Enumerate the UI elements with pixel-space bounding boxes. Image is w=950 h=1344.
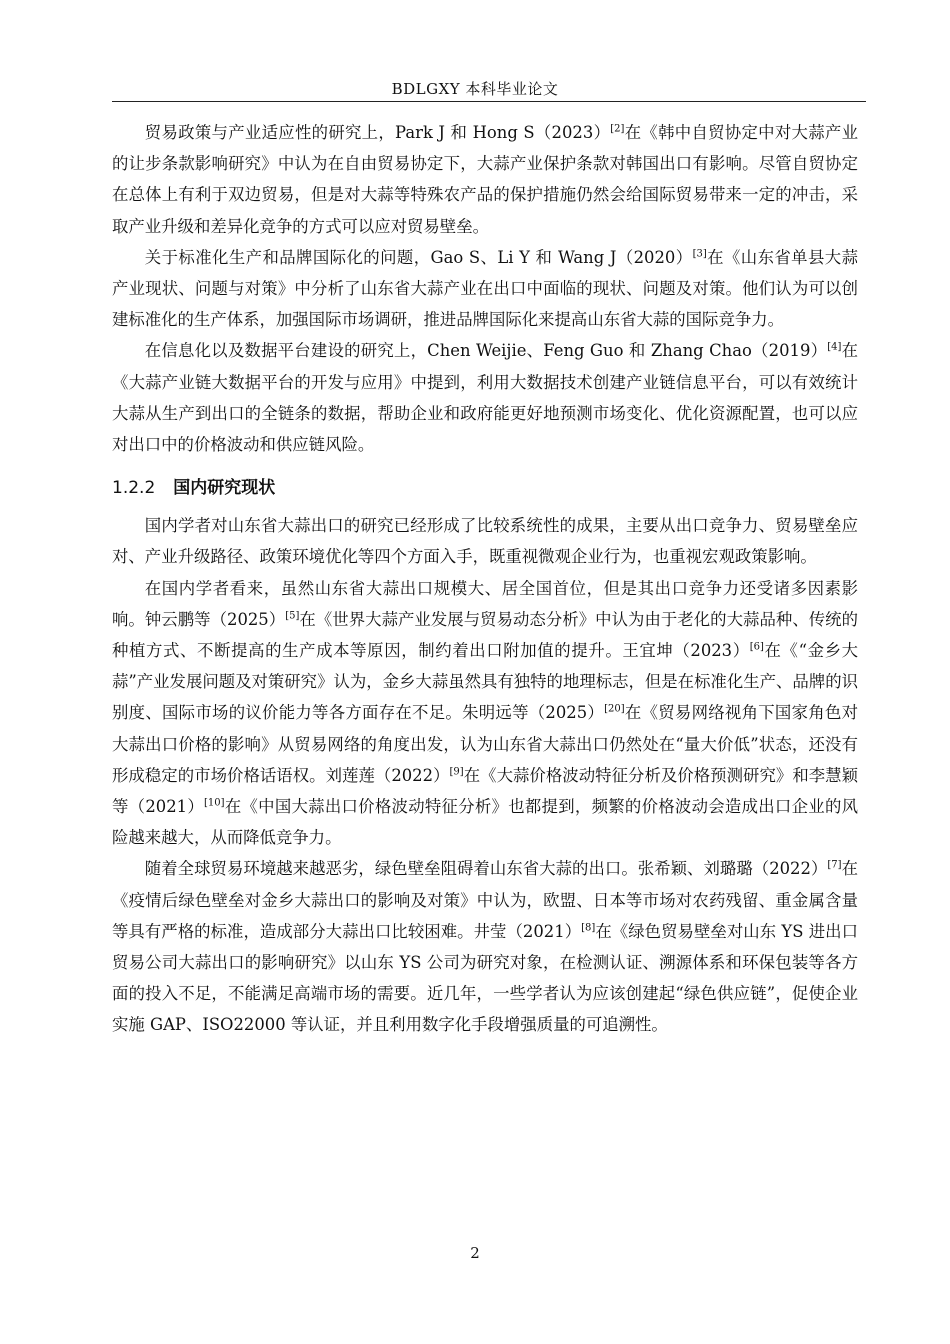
paragraph-text: 随着全球贸易环境越来越恶劣，绿色壁垒阻碍着山东省大蒜的出口。张希颖、刘璐璐（2022） <box>144 859 828 879</box>
citation-ref: [6] <box>749 641 764 653</box>
paragraph-text: 国内学者对山东省大蒜出口的研究已经形成了比较系统性的成果，主要从出口竞争力、贸易壁垒应对、产业升级路径、政策环境优化等四个方面入手，既重视微观企业行为，也重视宏观政策影响。 <box>112 516 858 567</box>
citation-ref: [9] <box>449 766 464 778</box>
body-paragraph <box>112 335 858 460</box>
page-number: 2 <box>470 1244 480 1262</box>
body-paragraph <box>112 117 858 242</box>
body-paragraphs-top <box>112 117 858 460</box>
paragraph-text: 在《世界大蒜产业发展与贸易动态分析》中认为由于老化的大蒜品种、传统的种植方式、不断提高的生产成本等原因，制约着出口附加值的提升。王宜坤（2023） <box>112 609 859 661</box>
paragraph-text: 在《“金乡大蒜”产业发展问题及对策研究》认为，金乡大蒜虽然具有独特的地理标志，但是在标准化生产、品牌的识别度、国际市场的议价能力等各方面存在不足。朱明远等（2025） <box>112 641 858 723</box>
citation-ref: [10] <box>204 797 225 809</box>
citation-ref: [7] <box>827 860 842 871</box>
paragraph-text: 在《绿色贸易壁垒对山东 YS 进出口贸易公司大蒜出口的影响研究》以山东 YS 公司为研究对象，在检测认证、溯源体系和环保包装等各方面的投入不足，不能满足高端市场的需要。近几年，一些学者认为应该创建起“绿色供应链”，促使企业实施 GAP、ISO22000 等认证，并且利用数字化手段增强质量的可追溯性。 <box>112 921 858 1035</box>
body-paragraphs-bottom <box>112 510 858 1040</box>
page-body <box>112 117 858 1041</box>
paragraph-text: 在《中国大蒜出口价格波动特征分析》也都提到，频繁的价格波动会造成出口企业的风险越来越大，从而降低竞争力。 <box>112 797 859 848</box>
paragraph-text: 在《山东省单县大蒜产业现状、问题与对策》中分析了山东省大蒜产业在出口中面临的现状、问题及对策。他们认为可以创建标准化的生产体系，加强国际市场调研，推进品牌国际化来提高山东省大蒜的国际竞争力。 <box>112 247 858 330</box>
paragraph-text: 关于标准化生产和品牌国际化的问题，Gao S、Li Y 和 Wang J（2020） <box>144 247 693 267</box>
body-paragraph <box>112 853 858 1040</box>
paragraph-text: 在《大蒜价格波动特征分析及价格预测研究》和李慧颖等（2021） <box>112 765 858 817</box>
header-divider <box>112 101 866 102</box>
body-paragraph <box>112 242 858 336</box>
paragraph-text: 在《韩中自贸协定中对大蒜产业的让步条款影响研究》中认为在自由贸易协定下，大蒜产业保护条款对韩国出口有影响。尽管自贸协定在总体上有利于双边贸易，但是对大蒜等特殊农产品的保护措施仍然会给国际贸易带来一定的冲击，采取产业升级和差异化竞争的方式可以应对贸易壁垒。 <box>112 123 858 236</box>
citation-ref: [20] <box>604 703 625 715</box>
citation-ref: [2] <box>610 123 625 135</box>
paragraph-text: 在信息化以及数据平台建设的研究上，Chen Weijie、Feng Guo 和 Zhang Chao（2019） <box>144 341 828 361</box>
section-title: 国内研究现状 <box>173 478 276 499</box>
paragraph-text: 在《大蒜产业链大数据平台的开发与应用》中提到，利用大数据技术创建产业链信息平台，可以有效统计大蒜从生产到出口的全链条的数据，帮助企业和政府能更好地预测市场变化、优化资源配置，也可以应对出口中的价格波动和供应链风险。 <box>112 341 859 455</box>
paragraph-text: 在《疫情后绿色壁垒对金乡大蒜出口的影响及对策》中认为，欧盟、日本等市场对农药残留、重金属含量等具有严格的标准，造成部分大蒜出口比较困难。井莹（2021） <box>112 859 858 941</box>
paragraph-text: 贸易政策与产业适应性的研究上，Park J 和 Hong S（2023） <box>144 123 611 142</box>
citation-ref: [8] <box>581 922 596 934</box>
paragraph-text: 在国内学者看来，虽然山东省大蒜出口规模大、居全国首位，但是其出口竞争力还受诸多因素影响。钟云鹏等（2025） <box>112 578 858 629</box>
citation-ref: [5] <box>285 610 300 622</box>
paragraph-text: 在《贸易网络视角下国家角色对大蒜出口价格的影响》从贸易网络的角度出发，认为山东省大蒜出口仍然处在“量大价低”状态，还没有形成稳定的市场价格话语权。刘莲莲（2022） <box>112 703 859 785</box>
section-heading <box>112 470 858 506</box>
page-header: BDLGXY 本科毕业论文 <box>391 80 559 98</box>
citation-ref: [3] <box>692 248 707 260</box>
section-number: 1.2.2 <box>112 478 156 499</box>
body-paragraph <box>112 573 858 854</box>
body-paragraph <box>112 510 858 572</box>
citation-ref: [4] <box>827 341 842 353</box>
